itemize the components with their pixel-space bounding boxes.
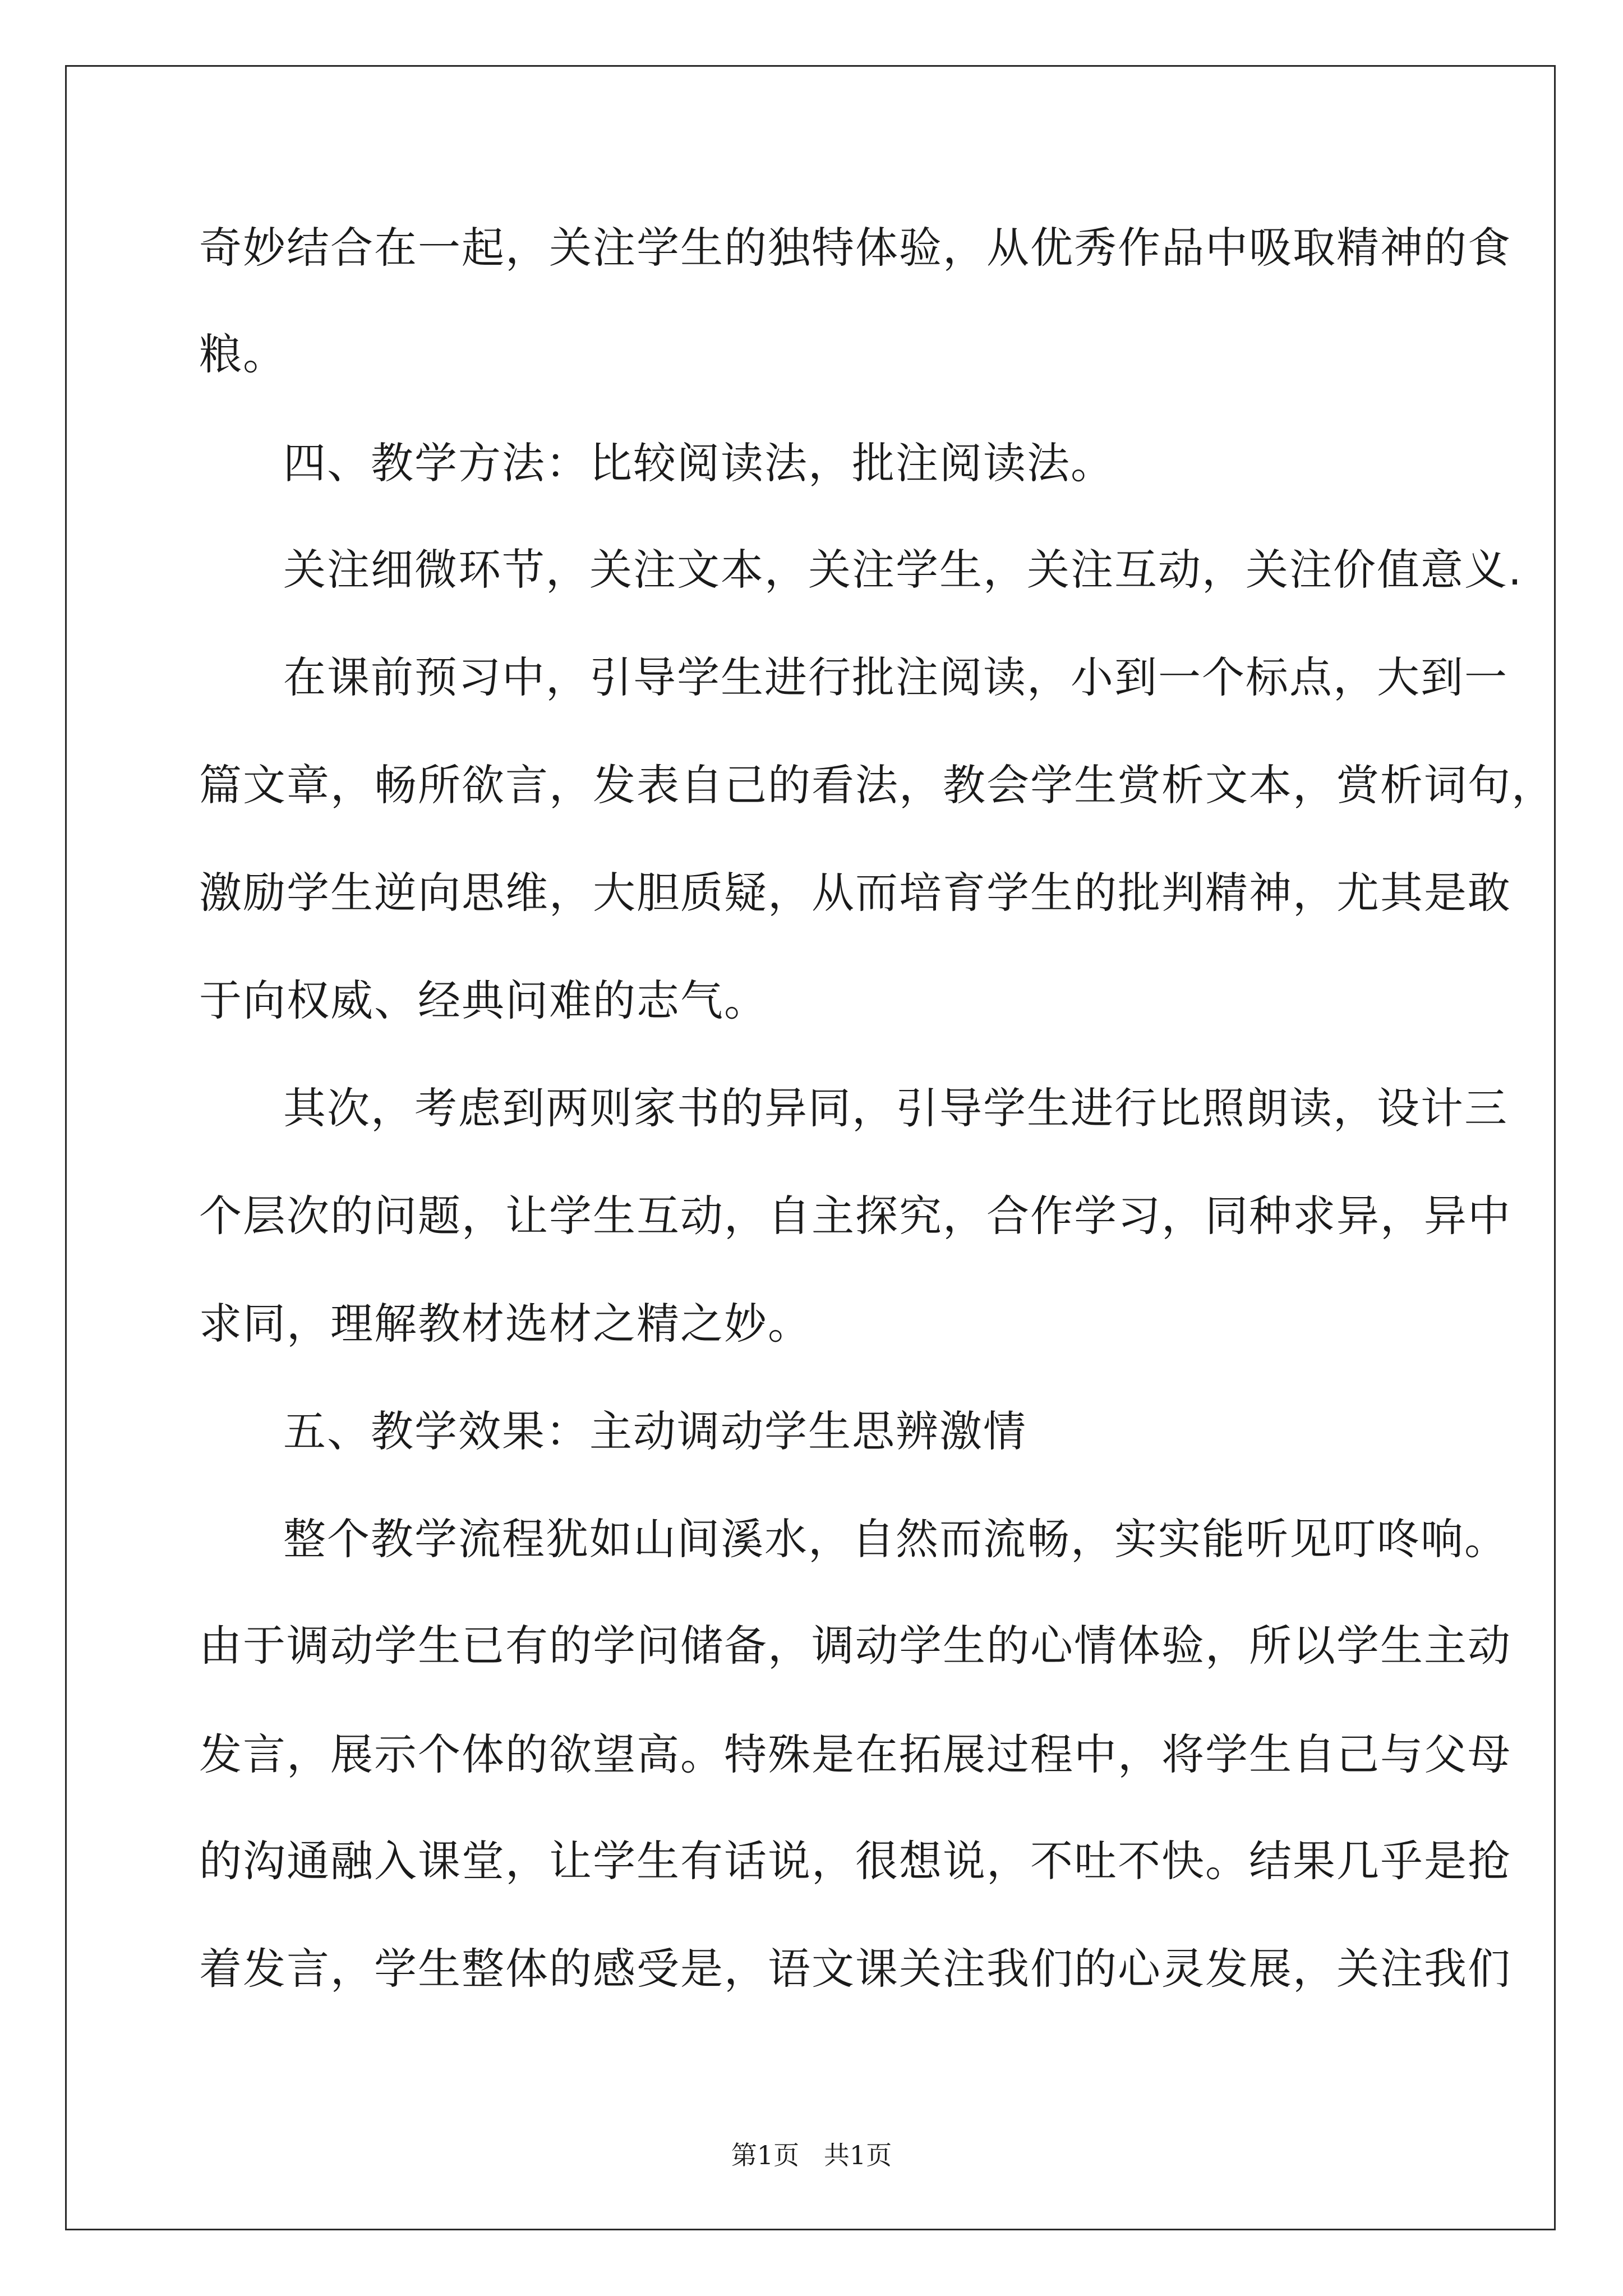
text-line: 着发言，学生整体的感受是，语文课关注我们的心灵发展，关注我们 (199, 1944, 1511, 1994)
text-line: 个层次的问题，让学生互动，自主探究，合作学习，同种求异，异中 (199, 1191, 1511, 1241)
text-line: 粮。 (199, 329, 287, 379)
text-line: 的沟通融入课堂，让学生有话说，很想说，不吐不快。结果几乎是抢 (199, 1836, 1511, 1886)
section-heading: 五、教学效果：主动调动学生思辨激情 (283, 1406, 1027, 1456)
text-line: 在课前预习中，引导学生进行批注阅读，小到一个标点，大到一 (283, 652, 1508, 702)
text-line: 由于调动学生已有的学问储备，调动学生的心情体验，所以学生主动 (199, 1621, 1511, 1671)
section-heading: 四、教学方法：比较阅读法，批注阅读法。 (283, 438, 1114, 488)
text-line: 其次，考虑到两则家书的异同，引导学生进行比照朗读，设计三 (283, 1083, 1508, 1133)
text-line: 发言，展示个体的欲望高。特殊是在拓展过程中，将学生自己与父母 (199, 1729, 1511, 1779)
text-line: 求同，理解教材选材之精之妙。 (199, 1299, 811, 1349)
page-border (65, 65, 1556, 2230)
text-line: 于向权威、经典问难的志气。 (199, 976, 768, 1025)
text-line: 激励学生逆向思维，大胆质疑，从而培育学生的批判精神，尤其是敢 (199, 868, 1511, 918)
text-line: 关注细微环节，关注文本，关注学生，关注互动，关注价值意义. (283, 545, 1523, 595)
text-line: 篇文章，畅所欲言，发表自己的看法，教会学生赏析文本，赏析词句， (199, 760, 1555, 810)
text-line: 整个教学流程犹如山间溪水，自然而流畅，实实能听见叮咚响。 (283, 1514, 1508, 1564)
page-number-footer: 第1页 共1页 (731, 2140, 892, 2170)
text-line: 奇妙结合在一起，关注学生的独特体验，从优秀作品中吸取精神的食 (199, 223, 1511, 273)
